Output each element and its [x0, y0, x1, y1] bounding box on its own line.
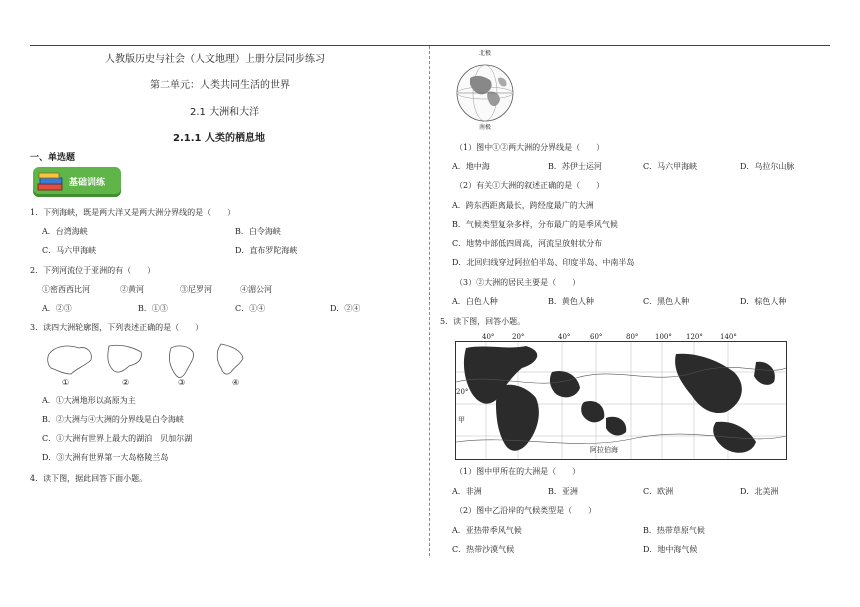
- map-lon-label-1: 40°: [482, 333, 495, 341]
- q4-sub2-option-b[interactable]: B．气候类型复杂多样，分布最广的是季风气候: [452, 220, 618, 229]
- q4-stem: 4．读下图，据此回答下面小题。: [30, 474, 148, 483]
- q5-sub2-option-d[interactable]: D．地中海气候: [643, 545, 698, 554]
- section-title: 2.1 大洲和大洋: [190, 107, 260, 118]
- q2-option-b[interactable]: B．①③: [138, 304, 168, 313]
- q4-sub1-option-a[interactable]: A．地中海: [452, 162, 490, 171]
- q4-sub1-option-d[interactable]: D．乌拉尔山脉: [740, 162, 795, 171]
- q2-stem: 2．下列河流位于亚洲的有（ ）: [30, 266, 156, 275]
- q3-option-c[interactable]: C．①大洲有世界上最大的湖泊 贝加尔湖: [42, 434, 193, 443]
- globe-south-label: 南极: [479, 124, 492, 131]
- q5-sub2-option-b[interactable]: B．热带草原气候: [643, 526, 705, 535]
- q1-option-d[interactable]: D．直布罗陀海峡: [235, 246, 298, 255]
- q4-sub1-option-b[interactable]: B．苏伊士运河: [548, 162, 602, 171]
- q1-option-c[interactable]: C．马六甲海峡: [42, 246, 97, 255]
- map-label-arabian-sea: 阿拉伯海: [590, 446, 618, 454]
- map-lon-label-8: 140°: [720, 333, 737, 341]
- q3-option-b[interactable]: B．②大洲与④大洲的分界线是白令海峡: [42, 415, 184, 424]
- q5-sub1-stem: （1）图中甲所在的大洲是（ ）: [455, 467, 581, 476]
- q1-option-a[interactable]: A．台湾海峡: [42, 227, 88, 236]
- q1-option-b[interactable]: B．白令海峡: [235, 227, 281, 236]
- regional-map: [455, 341, 787, 460]
- q3-fig-label-4: ④: [232, 378, 240, 387]
- q5-sub2-option-a[interactable]: A．亚热带季风气候: [452, 526, 522, 535]
- map-lat-label: 20°: [456, 388, 469, 396]
- subsection-title: 2.1.1 人类的栖息地: [173, 133, 265, 144]
- q5-sub1-option-a[interactable]: A．非洲: [452, 487, 482, 496]
- q1-stem: 1．下列海峡，既是两大洋又是两大洲分界线的是（ ）: [30, 208, 236, 217]
- badge-basic-training: [33, 167, 121, 197]
- q4-sub3-option-a[interactable]: A．白色人种: [452, 297, 498, 306]
- map-lon-label-7: 120°: [686, 333, 703, 341]
- books-icon: [37, 172, 65, 192]
- q4-sub3-option-c[interactable]: C．黑色人种: [643, 297, 690, 306]
- continent-1-outline: [48, 346, 92, 374]
- q5-stem: 5．读下图，回答小题。: [440, 317, 526, 326]
- q3-option-d[interactable]: D．③大洲有世界第一大岛格陵兰岛: [42, 453, 169, 462]
- q3-option-a[interactable]: A．①大洲地形以高原为主: [42, 396, 136, 405]
- q5-sub2-option-c[interactable]: C．热带沙漠气候: [452, 545, 515, 554]
- header-rule: [30, 45, 830, 46]
- q2-option-d[interactable]: D．②④: [330, 304, 361, 313]
- map-lon-label-5: 80°: [626, 333, 639, 341]
- q5-sub1-option-b[interactable]: B．亚洲: [548, 487, 578, 496]
- q2-option-c[interactable]: C．①④: [235, 304, 266, 313]
- continent-2-outline: [108, 345, 142, 372]
- q4-sub1-option-c[interactable]: C．马六甲海峡: [643, 162, 698, 171]
- q5-sub1-option-c[interactable]: C．欧洲: [643, 487, 674, 496]
- q3-fig-label-1: ①: [62, 378, 70, 387]
- badge-label: 基础训练: [69, 178, 106, 188]
- q3-fig-label-2: ②: [122, 378, 130, 387]
- regional-map-drawing: [456, 342, 786, 459]
- q2-item-1: ①密西西比河: [42, 285, 90, 294]
- globe-north-label: 北极: [479, 50, 492, 57]
- map-lon-label-6: 100°: [655, 333, 672, 341]
- continent-4-outline: [217, 344, 243, 374]
- q2-item-3: ③尼罗河: [180, 285, 212, 294]
- map-lon-label-4: 60°: [590, 333, 603, 341]
- q3-fig-label-3: ③: [178, 378, 186, 387]
- q4-sub2-option-a[interactable]: A．跨东西距离最长，跨经度最广的大洲: [452, 201, 594, 210]
- q4-sub2-stem: （2）有关①大洲的叙述正确的是（ ）: [455, 181, 605, 190]
- q2-option-a[interactable]: A．②③: [42, 304, 72, 313]
- continent-3-outline: [169, 346, 193, 378]
- q2-item-2: ②黄河: [120, 285, 144, 294]
- unit-title: 第二单元：人类共同生活的世界: [150, 80, 290, 91]
- column-divider: [429, 46, 430, 556]
- q4-sub1-stem: （1）图中①②两大洲的分界线是（ ）: [455, 143, 605, 152]
- q4-sub3-option-d[interactable]: D．棕色人种: [740, 297, 787, 306]
- q5-sub1-option-d[interactable]: D．北美洲: [740, 487, 779, 496]
- doc-title: 人教版历史与社会（人文地理）上册分层同步练习: [105, 54, 325, 65]
- part-heading: 一、单选题: [30, 153, 76, 163]
- map-lon-label-2: 20°: [512, 333, 525, 341]
- q3-stem: 3．读四大洲轮廓图，下列表述正确的是（ ）: [30, 323, 204, 332]
- continent-outlines-figure: [45, 340, 255, 388]
- q4-sub3-option-b[interactable]: B．黄色人种: [548, 297, 594, 306]
- q4-sub2-option-d[interactable]: D．北回归线穿过阿拉伯半岛、印度半岛、中南半岛: [452, 258, 635, 267]
- q4-sub3-stem: （3）②大洲的居民主要是（ ）: [455, 278, 581, 287]
- globe-figure: [450, 48, 520, 136]
- q4-sub2-option-c[interactable]: C．地势中部低四周高，河流呈放射状分布: [452, 239, 603, 248]
- map-label-jia: 甲: [458, 416, 465, 424]
- map-lon-label-3: 40°: [558, 333, 571, 341]
- q2-item-4: ④湄公河: [240, 285, 272, 294]
- map-label-yi: 乙: [457, 357, 464, 365]
- q5-sub2-stem: （2）图中乙沿岸的气候类型是（ ）: [455, 506, 597, 515]
